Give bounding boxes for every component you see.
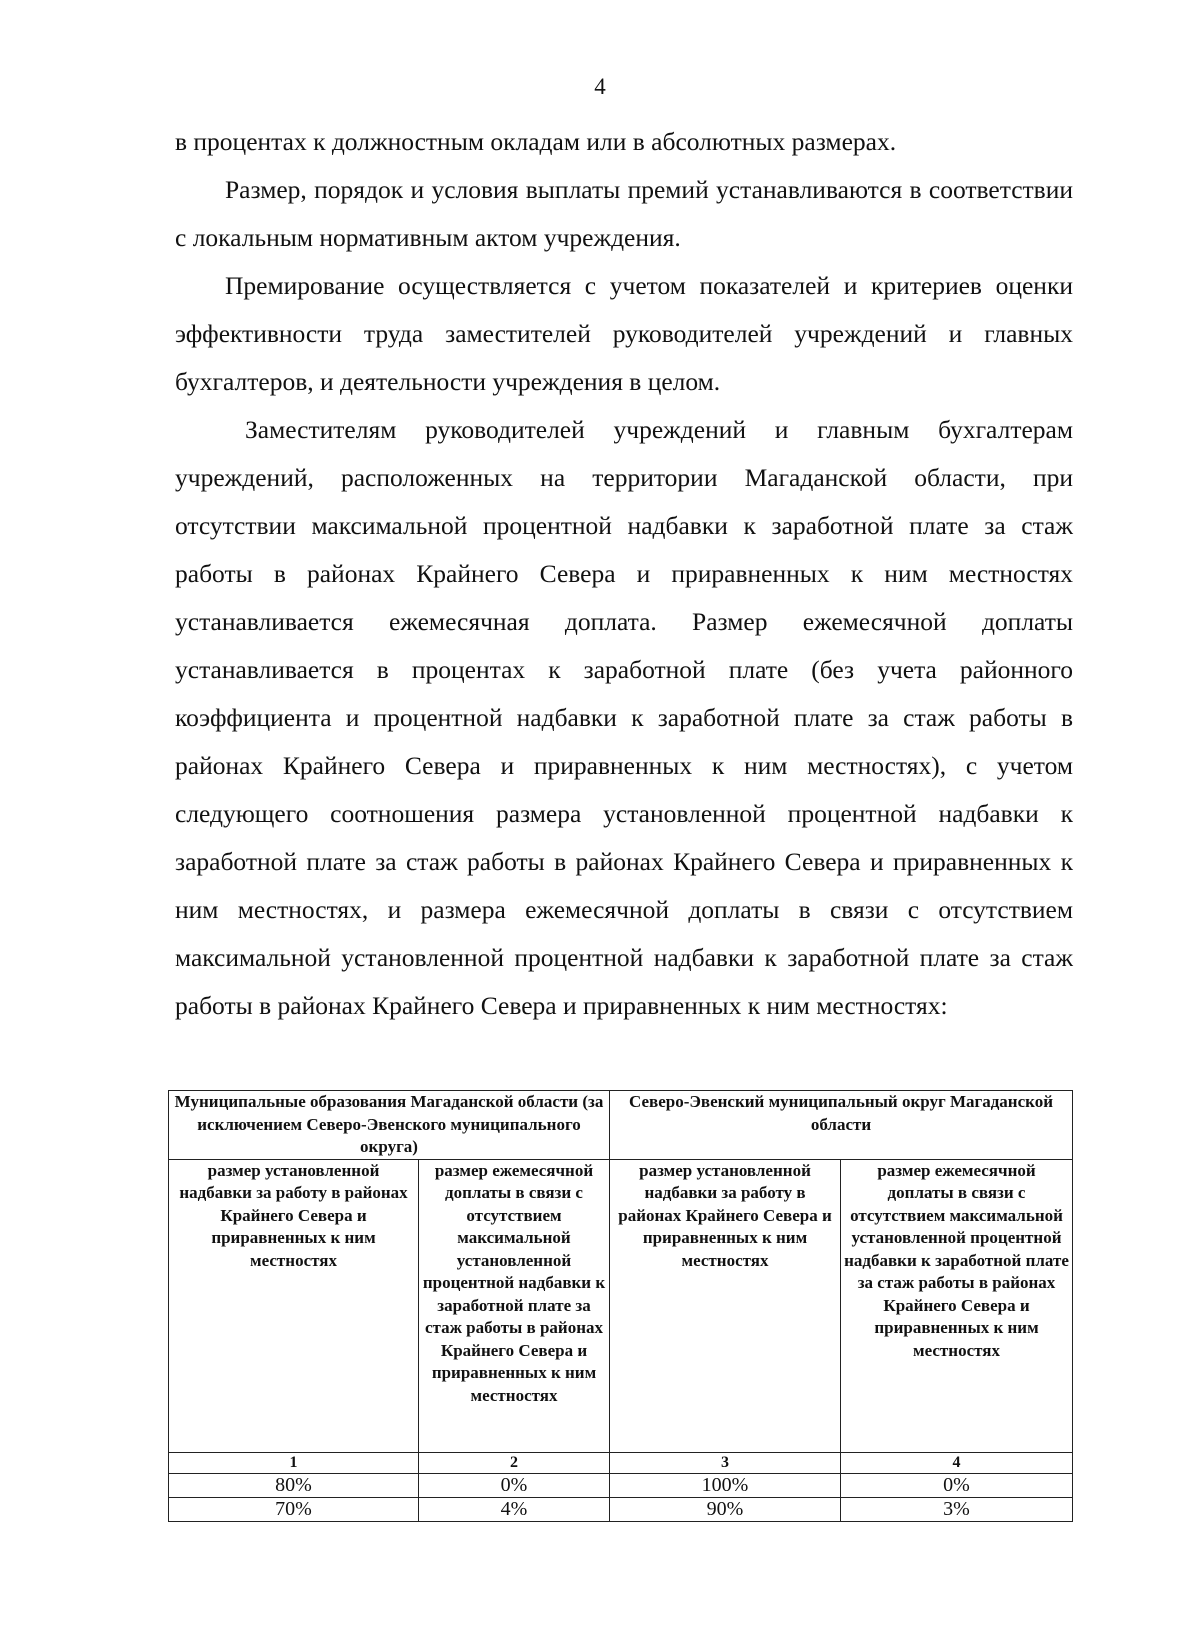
column-number-3: 3: [610, 1452, 841, 1473]
group-header-severo-evensk: Северо-Эвенский муниципальный округ Магаданской области: [610, 1091, 1073, 1160]
column-number-4: 4: [841, 1452, 1073, 1473]
paragraph-2: Размер, порядок и условия выплаты премий устанавливаются в соответствии с локальным нормативным актом учреждения.: [175, 175, 1073, 252]
column-number-1: 1: [169, 1452, 419, 1473]
table-row: [169, 1497, 1073, 1521]
table-column-numbers-row: [169, 1452, 1073, 1473]
table-cell: 4%: [419, 1497, 610, 1521]
table-column-header-row: [169, 1159, 1073, 1452]
table-cell: 3%: [841, 1497, 1073, 1521]
document-body: [175, 118, 1073, 1030]
paragraph-4: Заместителям руководителей учреждений и главным бухгалтерам учреждений, расположенных на территории Магаданской области, при отсутствии максимальной процентной надбавки к заработной плате за стаж работы в районах Крайнего Севера и приравненных к ним местностях устанавливается ежемесячная доплата. Размер ежемесячной доплаты устанавливается в процентах к заработной плате (без учета районного коэффициента и процентной надбавки к заработной плате за стаж работы в районах Крайнего Севера и приравненных к ним местностях), с учетом следующего соотношения размера установленной процентной надбавки к заработной плате за стаж работы в районах Крайнего Севера и приравненных к ним местностях, и размера ежемесячной доплаты в связи с отсутствием максимальной установленной процентной надбавки к заработной плате за стаж работы в районах Крайнего Севера и приравненных к ним местностях:: [175, 415, 1073, 1020]
table-cell: 80%: [169, 1473, 419, 1497]
allowance-table: [168, 1090, 1073, 1522]
paragraph-1: в процентах к должностным окладам или в абсолютных размерах.: [175, 127, 897, 156]
column-header-2: размер ежемесячной доплаты в связи с отсутствием максимальной установленной процентной надбавки к заработной плате за стаж работы в районах Крайнего Севера и приравненных к ним местностях: [419, 1159, 610, 1452]
table-cell: 100%: [610, 1473, 841, 1497]
table-group-header-row: [169, 1091, 1073, 1160]
column-header-3: размер установленной надбавки за работу в районах Крайнего Севера и приравненных к ним местностях: [610, 1159, 841, 1452]
page-number: 4: [594, 74, 606, 99]
table-cell: 90%: [610, 1497, 841, 1521]
table-row: [169, 1473, 1073, 1497]
table-cell: 70%: [169, 1497, 419, 1521]
paragraph-3: Премирование осуществляется с учетом показателей и критериев оценки эффективности труда заместителей руководителей учреждений и главных бухгалтеров, и деятельности учреждения в целом.: [175, 271, 1073, 396]
table-cell: 0%: [841, 1473, 1073, 1497]
table-cell: 0%: [419, 1473, 610, 1497]
column-header-1: размер установленной надбавки за работу в районах Крайнего Севера и приравненных к ним местностях: [169, 1159, 419, 1452]
group-header-magadan: Муниципальные образования Магаданской области (за исключением Северо-Эвенского муниципального округа): [169, 1091, 610, 1160]
column-number-2: 2: [419, 1452, 610, 1473]
column-header-4: размер ежемесячной доплаты в связи с отсутствием максимальной установленной процентной надбавки к заработной плате за стаж работы в районах Крайнего Севера и приравненных к ним местностях: [841, 1159, 1073, 1452]
